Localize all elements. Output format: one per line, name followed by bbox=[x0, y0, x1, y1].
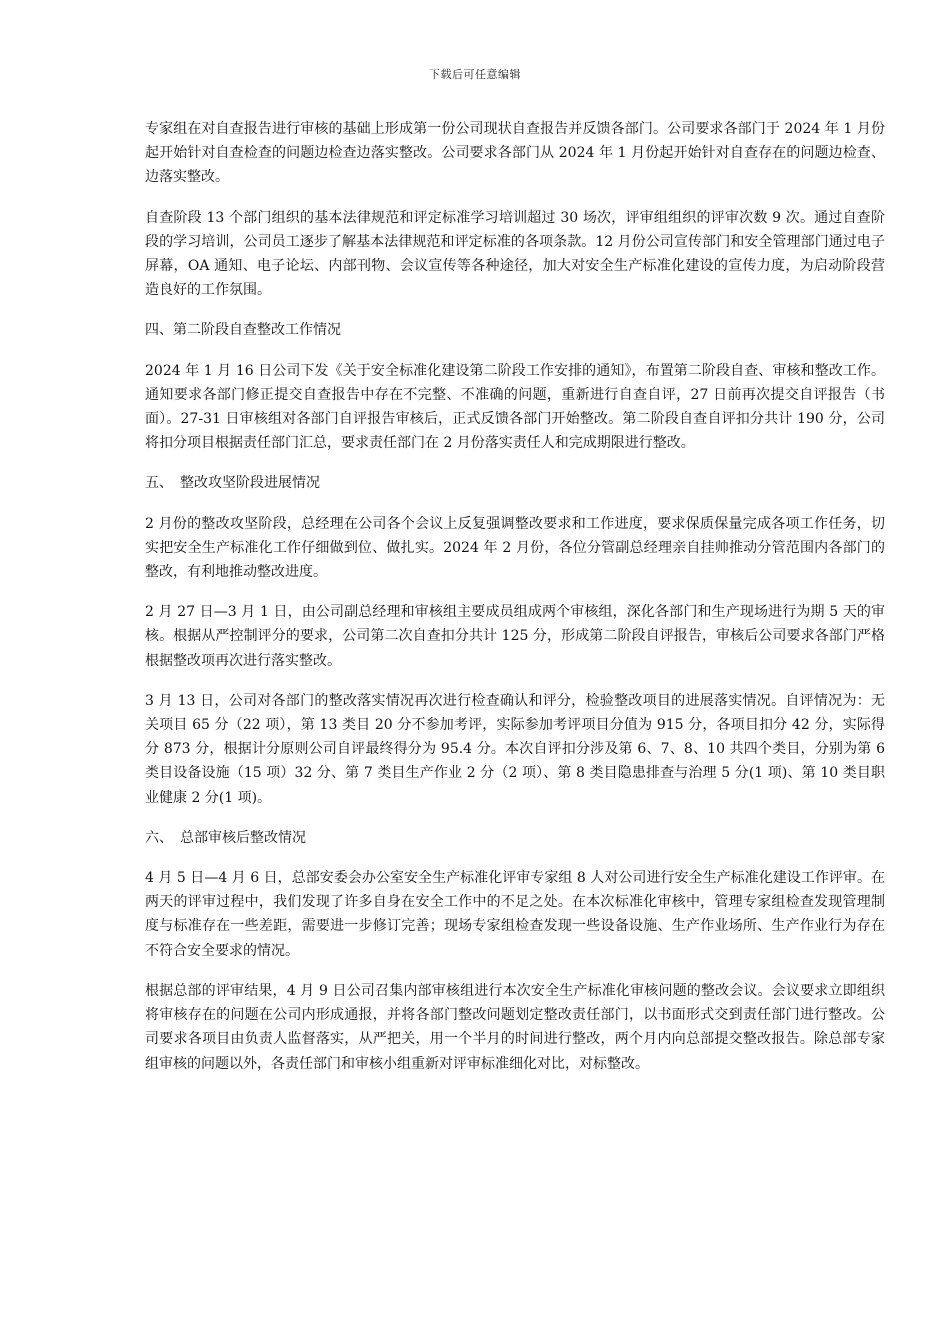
header-note: 下载后可任意编辑 bbox=[429, 68, 521, 81]
section-heading-6: 六、 总部审核后整改情况 bbox=[145, 829, 306, 846]
section-heading-4: 四、第二阶段自查整改工作情况 bbox=[145, 322, 341, 339]
paragraph-1: 专家组在对自查报告进行审核的基础上形成第一份公司现状自查报告并反馈各部门。公司要求各部门于 2024 年 1 月份起开始针对自查检查的问题边检查边落实整改。公司要求各部门从 2024 年 1 月份起开始针对自查存在的问题边检查、边落实整改。 bbox=[145, 121, 885, 186]
section-heading-5: 五、 整改攻坚阶段进展情况 bbox=[145, 475, 320, 492]
paragraph-5: 2 月 27 日—3 月 1 日，由公司副总经理和审核组主要成员组成两个审核组，深化各部门和生产现场进行为期 5 天的审核。根据从严控制评分的要求，公司第二次自查扣分共计 125 分，形成第二阶段自评报告，审核后公司要求各部门严格根据整改项再次进行落实整改。 bbox=[145, 604, 885, 669]
paragraph-4: 2 月份的整改攻坚阶段，总经理在公司各个会议上反复强调整改要求和工作进度，要求保质保量完成各项工作任务，切实把安全生产标准化工作仔细做到位、做扎实。2024 年 2 月份，各位分管副总经理亲自挂帅推动分管范围内各部门的整改，有利地推动整改进度。 bbox=[145, 515, 885, 581]
document-body bbox=[145, 117, 885, 1092]
paragraph-7: 4 月 5 日—4 月 6 日，总部安委会办公室安全生产标准化评审专家组 8 人对公司进行安全生产标准化建设工作评审。在两天的评审过程中，我们发现了许多自身在安全工作中的不足之处。在本次标准化审核中，管理专家组检查发现管理制度与标准存在一些差距，需要进一步修订完善；现场专家组检查发现一些设备设施、生产作业场所、生产作业行为存在不符合安全要求的情况。 bbox=[145, 870, 885, 959]
paragraph-3: 2024 年 1 月 16 日公司下发《关于安全标准化建设第二阶段工作安排的通知》，布置第二阶段自查、审核和整改工作。通知要求各部门修正提交自查报告中存在不完整、不准确的问题，重新进行自查自评，27 日前再次提交自评报告（书面）。27-31 日审核组对各部门自评报告审核后，正式反馈各部门开始整改。第二阶段自查自评扣分共计 190 分，公司将扣分项目根据责任部门汇总，要求责任部门在 2 月份落实责任人和完成期限进行整改。 bbox=[145, 362, 885, 452]
paragraph-2: 自查阶段 13 个部门组织的基本法律规范和评定标准学习培训超过 30 场次，评审组组织的评审次数 9 次。通过自查阶段的学习培训，公司员工逐步了解基本法律规范和评定标准的各项条款。12 月份公司宣传部门和安全管理部门通过电子屏幕，OA 通知、电子论坛、内部刊物、会议宣传等各种途径，加大对安全生产标准化建设的宣传力度，为启动阶段营造良好的工作氛围。 bbox=[145, 209, 885, 299]
paragraph-6: 3 月 13 日，公司对各部门的整改落实情况再次进行检查确认和评分，检验整改项目的进展落实情况。自评情况为：无关项目 65 分（22 项），第 13 类目 20 分不参加考评，实际参加考评项目分值为 915 分，各项目扣分 42 分，实际得分 873 分，根据计分原则公司自评最终得分为 95.4 分。本次自评扣分涉及第 6、7、8、10 共四个类目，分别为第 6 类目设备设施（15 项）32 分、第 7 类目生产作业 2 分（2 项）、第 8 类目隐患排查与治理 5 分(1 项)、第 10 类目职业健康 2 分(1 项)。 bbox=[145, 692, 885, 806]
paragraph-8: 根据总部的评审结果，4 月 9 日公司召集内部审核组进行本次安全生产标准化审核问题的整改会议。会议要求立即组织将审核存在的问题在公司内形成通报，并将各部门整改问题划定整改责任部门，以书面形式交到责任部门进行整改。公司要求各项目由负责人监督落实，从严把关，用一个半月的时间进行整改，两个月内向总部提交整改报告。除总部专家组审核的问题以外，各责任部门和审核小组重新对评审标准细化对比，对标整改。 bbox=[145, 982, 885, 1072]
